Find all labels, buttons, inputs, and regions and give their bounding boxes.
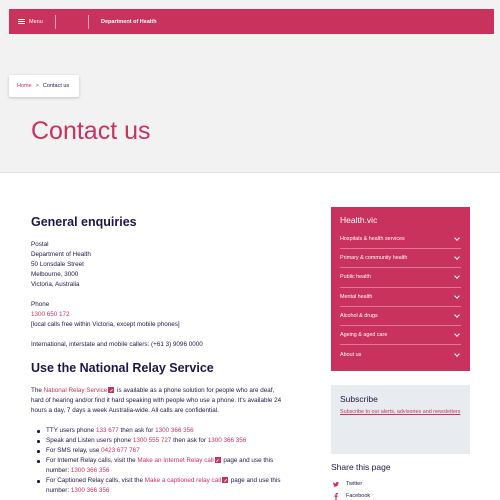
- hamburger-icon: [18, 19, 25, 24]
- relay-number-link[interactable]: 1300 366 356: [155, 427, 194, 434]
- external-link-icon: [215, 457, 221, 463]
- twitter-icon: [333, 481, 339, 487]
- sidebar-title[interactable]: Health.vic: [340, 215, 378, 225]
- facebook-icon: [333, 493, 339, 499]
- sidebar-item-mental-health[interactable]: [340, 288, 461, 307]
- health-vic-nav: [331, 207, 470, 371]
- menu-label: Menu: [29, 18, 43, 25]
- sidebar-item-label: Ageing & aged care: [340, 332, 388, 339]
- subscribe-box: [331, 385, 470, 454]
- sms-relay-link[interactable]: 0423 677 767: [101, 447, 140, 454]
- breadcrumb-current: Contact us: [42, 83, 70, 89]
- vic-gov-logo[interactable]: [60, 9, 88, 34]
- relay-number-link[interactable]: 1300 366 356: [70, 487, 110, 494]
- list-text: For Captioned Relay calls, visit the: [46, 477, 145, 484]
- header-divider: [55, 15, 56, 29]
- speak-listen-phone-link[interactable]: 1300 555 727: [132, 437, 172, 444]
- list-item: [37, 426, 286, 436]
- phone-link[interactable]: 1300 650 172: [31, 311, 70, 318]
- list-text: For Internet Relay calls, visit the: [46, 457, 138, 464]
- sidebar-item-label: Hospitals & health services: [340, 236, 405, 243]
- list-item: [37, 436, 286, 446]
- sidebar-item-alcohol-drugs[interactable]: [340, 307, 461, 326]
- sidebar-item-hospitals[interactable]: [340, 230, 461, 249]
- chevron-down-icon: [454, 254, 460, 260]
- list-item: [37, 456, 286, 476]
- list-text: page and use this number:: [46, 457, 274, 474]
- sidebar-item-about-us[interactable]: [340, 345, 461, 364]
- tty-phone-link[interactable]: 133 677: [95, 427, 119, 434]
- relay-list: [37, 426, 286, 496]
- chevron-down-icon: [454, 235, 460, 241]
- postal-line: Victoria, Australia: [31, 281, 80, 288]
- sidebar-item-label: Primary & community health: [340, 255, 408, 262]
- phone-block: [31, 300, 286, 330]
- postal-address: [31, 240, 286, 290]
- share-title: Share this page: [331, 462, 391, 472]
- list-text: page and use this number:: [46, 477, 281, 494]
- main-content: [31, 214, 286, 496]
- phone-label: Phone: [31, 301, 50, 308]
- chevron-down-icon: [454, 331, 460, 337]
- list-text: For SMS relay, use: [46, 447, 102, 454]
- chevron-down-icon: [454, 312, 460, 318]
- site-header: [0, 0, 500, 40]
- sidebar-item-label: About us: [340, 351, 362, 358]
- list-item: [37, 476, 286, 496]
- header-divider: [88, 15, 89, 29]
- top-bar: [9, 9, 494, 34]
- chevron-down-icon: [454, 351, 460, 357]
- postal-line: 50 Lonsdale Street: [31, 261, 84, 268]
- external-link-icon: [108, 387, 114, 393]
- breadcrumb-separator: >: [35, 83, 39, 89]
- internet-relay-link[interactable]: Make an Internet Relay call: [137, 457, 214, 464]
- menu-button[interactable]: [9, 9, 55, 34]
- relay-intro-prefix: The: [31, 387, 44, 394]
- list-text: Speak and Listen users phone: [46, 437, 133, 444]
- sidebar-item-primary-community[interactable]: [340, 249, 461, 268]
- share-facebook-label: Facebook: [346, 493, 371, 499]
- breadcrumb: [9, 75, 79, 97]
- relay-number-link[interactable]: 1300 366 356: [207, 437, 247, 444]
- relay-number-link[interactable]: 1300 366 356: [70, 467, 110, 474]
- sidebar-item-label: Alcohol & drugs: [340, 312, 378, 319]
- share-twitter-label: Twitter: [346, 481, 363, 487]
- page-hero: [0, 40, 500, 173]
- list-text: then ask for: [118, 427, 156, 434]
- breadcrumb-home[interactable]: Home: [17, 83, 32, 89]
- list-item: [37, 446, 286, 456]
- share-twitter[interactable]: [331, 478, 470, 490]
- subscribe-link[interactable]: Subscribe to our alerts, advisories and newsletters: [340, 409, 461, 415]
- relay-intro-text: is available as a phone solution for people who are deaf, hard of hearing and/or find it hard speaking with people who use a phone. It's available 24 hours a day, 7 days a week Australia-wide. All calls are confidential.: [31, 387, 282, 414]
- relay-heading: Use the National Relay Service: [31, 361, 214, 375]
- national-relay-link[interactable]: National Relay Service: [43, 387, 108, 394]
- external-link-icon: [222, 477, 228, 483]
- general-enquiries-heading: General enquiries: [31, 215, 137, 229]
- captioned-relay-link[interactable]: Make a captioned relay call: [144, 477, 222, 484]
- share-facebook[interactable]: [331, 490, 470, 500]
- postal-line: Department of Health: [31, 251, 91, 258]
- chevron-down-icon: [454, 274, 460, 280]
- sidebar-item-ageing[interactable]: [340, 326, 461, 345]
- list-text: then ask for: [171, 437, 208, 444]
- relay-intro: [31, 386, 286, 416]
- phone-note: [local calls free within Victoria, except mobile phones]: [31, 321, 180, 328]
- sidebar-item-label: Public health: [340, 274, 371, 281]
- share-section: [331, 462, 470, 500]
- international-text: International, interstate and mobile callers: (+61 3) 9096 0000: [31, 341, 203, 348]
- sidebar-item-public-health[interactable]: [340, 268, 461, 287]
- postal-line: Postal: [31, 241, 49, 248]
- chevron-down-icon: [454, 293, 460, 299]
- sidebar-item-label: Mental health: [340, 293, 373, 300]
- postal-line: Melbourne, 3000: [31, 271, 79, 278]
- brand-name[interactable]: Department of Health: [101, 18, 157, 25]
- page-title: Contact us: [31, 117, 151, 145]
- subscribe-title: Subscribe: [340, 394, 378, 404]
- list-text: TTY users phone: [46, 427, 96, 434]
